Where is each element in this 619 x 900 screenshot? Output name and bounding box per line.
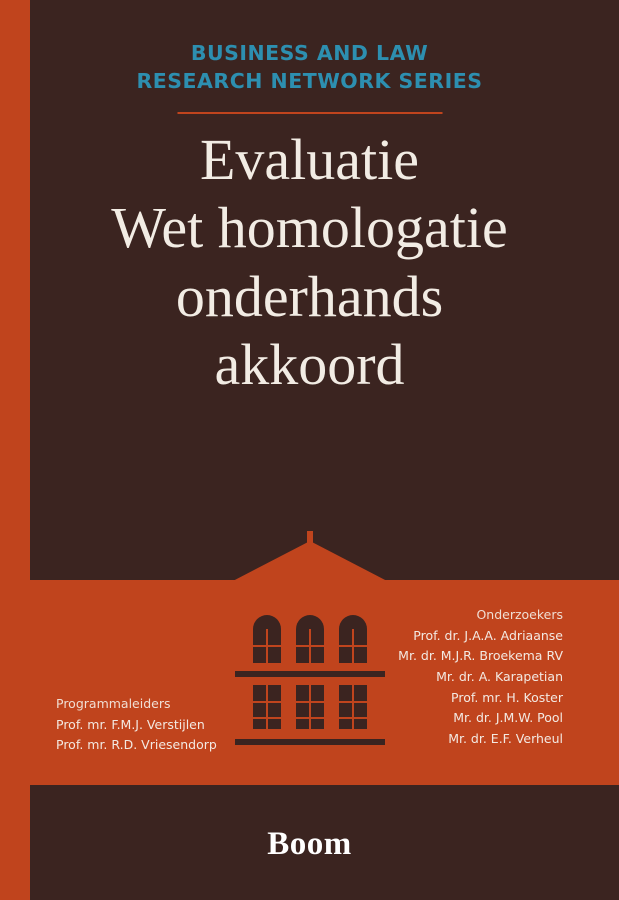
researcher-6: Mr. dr. E.F. Verheul	[448, 730, 563, 746]
book-title	[0, 126, 619, 400]
book-title-line-3: onderhands	[175, 263, 444, 329]
publisher-logo: Boom	[267, 826, 352, 862]
researcher-1: Prof. dr. J.A.A. Adriaanse	[413, 627, 563, 643]
programme-leader-1: Prof. mr. F.M.J. Verstijlen	[56, 716, 205, 732]
programme-leader-2: Prof. mr. R.D. Vriesendorp	[56, 737, 217, 753]
series-title-line-2: RESEARCH NETWORK SERIES	[136, 68, 483, 93]
series-divider	[177, 112, 442, 114]
series-title-line-1: BUSINESS AND LAW	[190, 41, 429, 65]
researcher-3: Mr. dr. A. Karapetian	[436, 668, 563, 684]
researchers-heading: Onderzoekers	[476, 607, 563, 622]
series-title	[0, 40, 619, 95]
researcher-4: Prof. mr. H. Koster	[451, 689, 563, 705]
book-title-line-2: Wet homologatie	[111, 195, 508, 261]
programme-leaders-block	[56, 694, 256, 756]
researcher-5: Mr. dr. J.M.W. Pool	[453, 710, 563, 726]
book-title-line-1: Evaluatie	[199, 127, 419, 192]
researchers-block	[323, 605, 563, 749]
book-title-line-4: akkoord	[214, 332, 405, 398]
researcher-2: Mr. dr. M.J.R. Broekema RV	[398, 648, 563, 664]
programme-leaders-heading: Programmaleiders	[56, 696, 171, 711]
